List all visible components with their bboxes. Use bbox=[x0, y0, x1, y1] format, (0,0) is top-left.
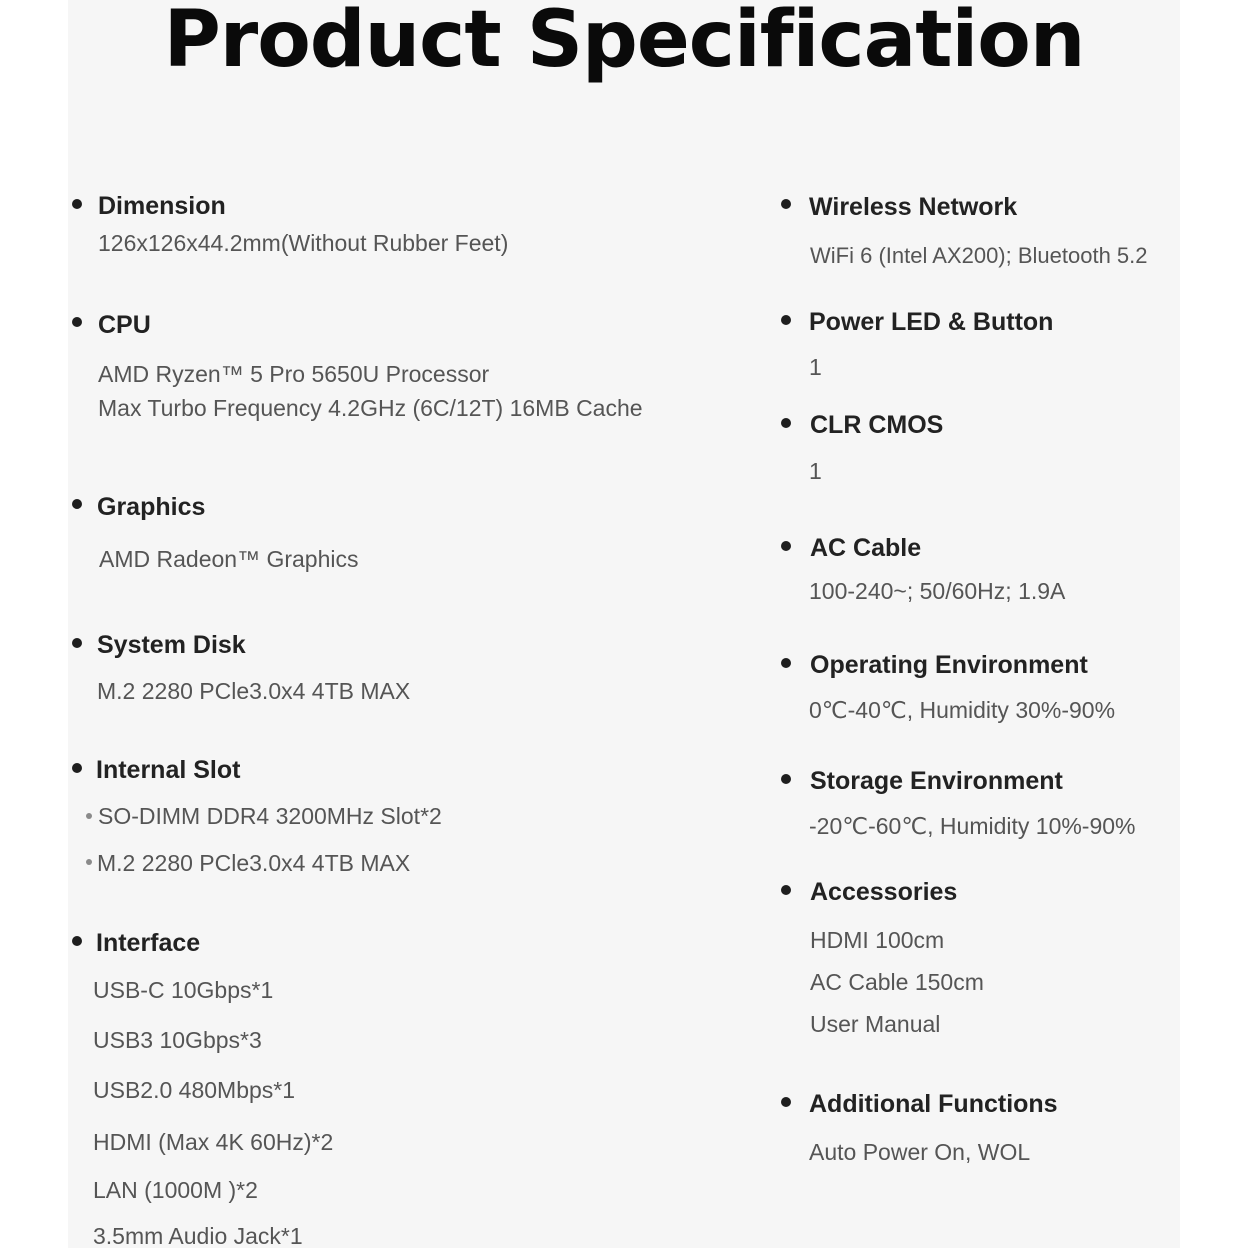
accessories-item: User Manual bbox=[810, 1011, 941, 1037]
graphics-value: AMD Radeon™ Graphics bbox=[99, 546, 359, 572]
storage-environment-heading: Storage Environment bbox=[810, 767, 1063, 795]
interface-item: USB3 10Gbps*3 bbox=[93, 1027, 262, 1053]
clr-cmos-value: 1 bbox=[809, 458, 822, 484]
bullet-dimension bbox=[72, 199, 82, 209]
bullet-cpu bbox=[72, 317, 82, 327]
bullet-operating-environment bbox=[781, 658, 791, 668]
bullet-interface bbox=[72, 936, 82, 946]
bullet-ac-cable bbox=[781, 541, 791, 551]
additional-functions-value: Auto Power On, WOL bbox=[809, 1139, 1031, 1165]
system-disk-heading: System Disk bbox=[97, 631, 246, 659]
bullet-storage-environment bbox=[781, 774, 791, 784]
wireless-value: WiFi 6 (Intel AX200); Bluetooth 5.2 bbox=[810, 243, 1148, 268]
interface-item: 3.5mm Audio Jack*1 bbox=[93, 1223, 303, 1249]
dimension-heading: Dimension bbox=[98, 192, 226, 220]
internal-slot-heading: Internal Slot bbox=[96, 756, 241, 784]
interface-item: HDMI (Max 4K 60Hz)*2 bbox=[93, 1129, 334, 1155]
operating-environment-value: 0℃-40℃, Humidity 30%-90% bbox=[809, 697, 1116, 723]
power-led-value: 1 bbox=[809, 354, 822, 380]
page-title: Product Specification bbox=[163, 0, 1085, 85]
graphics-heading: Graphics bbox=[97, 493, 206, 521]
accessories-item: AC Cable 150cm bbox=[810, 969, 984, 995]
bullet-power-led bbox=[781, 315, 791, 325]
cpu-heading: CPU bbox=[98, 311, 151, 339]
power-led-heading: Power LED & Button bbox=[809, 308, 1054, 336]
bullet-system-disk bbox=[72, 638, 82, 648]
interface-heading: Interface bbox=[96, 929, 201, 957]
spec-panel bbox=[68, 0, 1180, 1248]
bullet-graphics bbox=[72, 499, 82, 509]
interface-item: LAN (1000M )*2 bbox=[93, 1177, 258, 1203]
internal-slot-item: SO-DIMM DDR4 3200MHz Slot*2 bbox=[98, 803, 442, 829]
ac-cable-value: 100-240~; 50/60Hz; 1.9A bbox=[809, 578, 1066, 604]
cpu-line-2: Max Turbo Frequency 4.2GHz (6C/12T) 16MB Cache bbox=[98, 395, 643, 421]
dimension-value: 126x126x44.2mm(Without Rubber Feet) bbox=[98, 230, 509, 256]
bullet-internal-slot bbox=[72, 763, 82, 773]
bullet-accessories bbox=[781, 885, 791, 895]
wireless-heading: Wireless Network bbox=[809, 193, 1018, 221]
cpu-line-1: AMD Ryzen™ 5 Pro 5650U Processor bbox=[98, 361, 490, 387]
bullet-additional-functions bbox=[781, 1097, 791, 1107]
interface-item: USB2.0 480Mbps*1 bbox=[93, 1077, 296, 1103]
internal-slot-item: M.2 2280 PCle3.0x4 4TB MAX bbox=[97, 850, 411, 876]
ac-cable-heading: AC Cable bbox=[810, 534, 922, 562]
additional-functions-heading: Additional Functions bbox=[809, 1090, 1058, 1118]
accessories-heading: Accessories bbox=[810, 878, 958, 906]
accessories-item: HDMI 100cm bbox=[810, 927, 945, 953]
storage-environment-value: -20℃-60℃, Humidity 10%-90% bbox=[809, 813, 1136, 839]
bullet-clr-cmos bbox=[781, 418, 791, 428]
operating-environment-heading: Operating Environment bbox=[810, 651, 1088, 679]
interface-item: USB-C 10Gbps*1 bbox=[93, 977, 274, 1003]
sub-bullet bbox=[86, 813, 92, 819]
bullet-wireless bbox=[781, 199, 791, 209]
clr-cmos-heading: CLR CMOS bbox=[810, 411, 944, 439]
sub-bullet bbox=[86, 859, 92, 865]
system-disk-value: M.2 2280 PCle3.0x4 4TB MAX bbox=[97, 678, 411, 704]
